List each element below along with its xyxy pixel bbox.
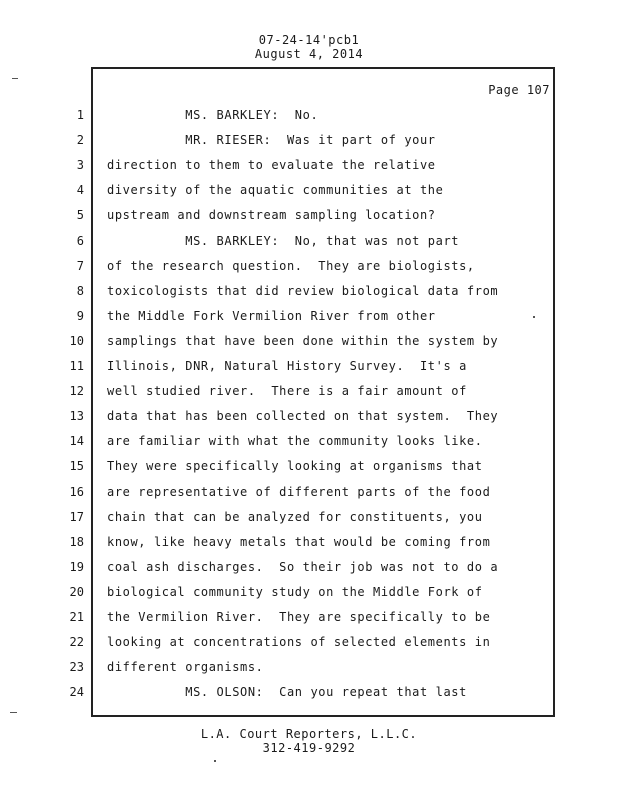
transcript-line: MS. BARKLEY: No. [107,108,319,122]
transcript-line: Illinois, DNR, Natural History Survey. It's a [107,359,467,373]
transcript-line: MS. OLSON: Can you repeat that last [107,685,467,699]
line-number: 10 [69,334,84,348]
transcript-line: the Vermilion River. They are specifically to be [107,610,491,624]
line-number: 4 [76,183,84,197]
page-number: Page 107 [488,83,550,97]
transcript-line: toxicologists that did review biological data from [107,284,499,298]
hearing-date: August 4, 2014 [254,47,364,61]
line-number: 7 [76,259,84,273]
transcript-line: are familiar with what the community looks like. [107,434,483,448]
transcript-line: are representative of different parts of the food [107,485,491,499]
line-number: 19 [69,560,84,574]
line-number: 8 [76,284,84,298]
reporter-phone: 312-419-9292 [262,741,356,755]
line-number: 14 [69,434,84,448]
transcript-line: coal ash discharges. So their job was not to do a [107,560,499,574]
line-number: 16 [69,485,84,499]
transcript-line: looking at concentrations of selected elements in [107,635,491,649]
line-number: 6 [76,234,84,248]
transcript-line: biological community study on the Middle Fork of [107,585,483,599]
transcript-line: the Middle Fork Vermilion River from other [107,309,436,323]
transcript-line: different organisms. [107,660,264,674]
transcript-line: well studied river. There is a fair amount of [107,384,467,398]
scan-speck [12,78,18,79]
line-number: 24 [69,685,84,699]
line-number: 15 [69,459,84,473]
transcript-line: direction to them to evaluate the relative [107,158,436,172]
transcript-line: They were specifically looking at organisms that [107,459,483,473]
line-number: 12 [69,384,84,398]
line-number: 18 [69,535,84,549]
scan-speck [214,760,216,762]
transcript-line: samplings that have been done within the system by [107,334,499,348]
line-number: 20 [69,585,84,599]
line-number: 5 [76,208,84,222]
line-number: 13 [69,409,84,423]
line-number: 3 [76,158,84,172]
line-number: 17 [69,510,84,524]
transcript-line: diversity of the aquatic communities at the [107,183,444,197]
line-number: 23 [69,660,84,674]
scan-speck [533,316,535,318]
line-number: 1 [76,108,84,122]
line-number: 21 [69,610,84,624]
transcript-line: upstream and downstream sampling location? [107,208,436,222]
line-number: 11 [69,359,84,373]
transcript-line: chain that can be analyzed for constituents, you [107,510,483,524]
line-number: 9 [76,309,84,323]
transcript-line: MS. BARKLEY: No, that was not part [107,234,460,248]
transcript-line: of the research question. They are biologists, [107,259,475,273]
transcript-line: data that has been collected on that system. They [107,409,499,423]
case-number: 07-24-14'pcb1 [258,33,360,47]
transcript-line: know, like heavy metals that would be coming from [107,535,491,549]
line-number: 2 [76,133,84,147]
line-number: 22 [69,635,84,649]
scan-speck [10,712,17,713]
transcript-line: MR. RIESER: Was it part of your [107,133,436,147]
reporter-firm: L.A. Court Reporters, L.L.C. [200,727,418,741]
